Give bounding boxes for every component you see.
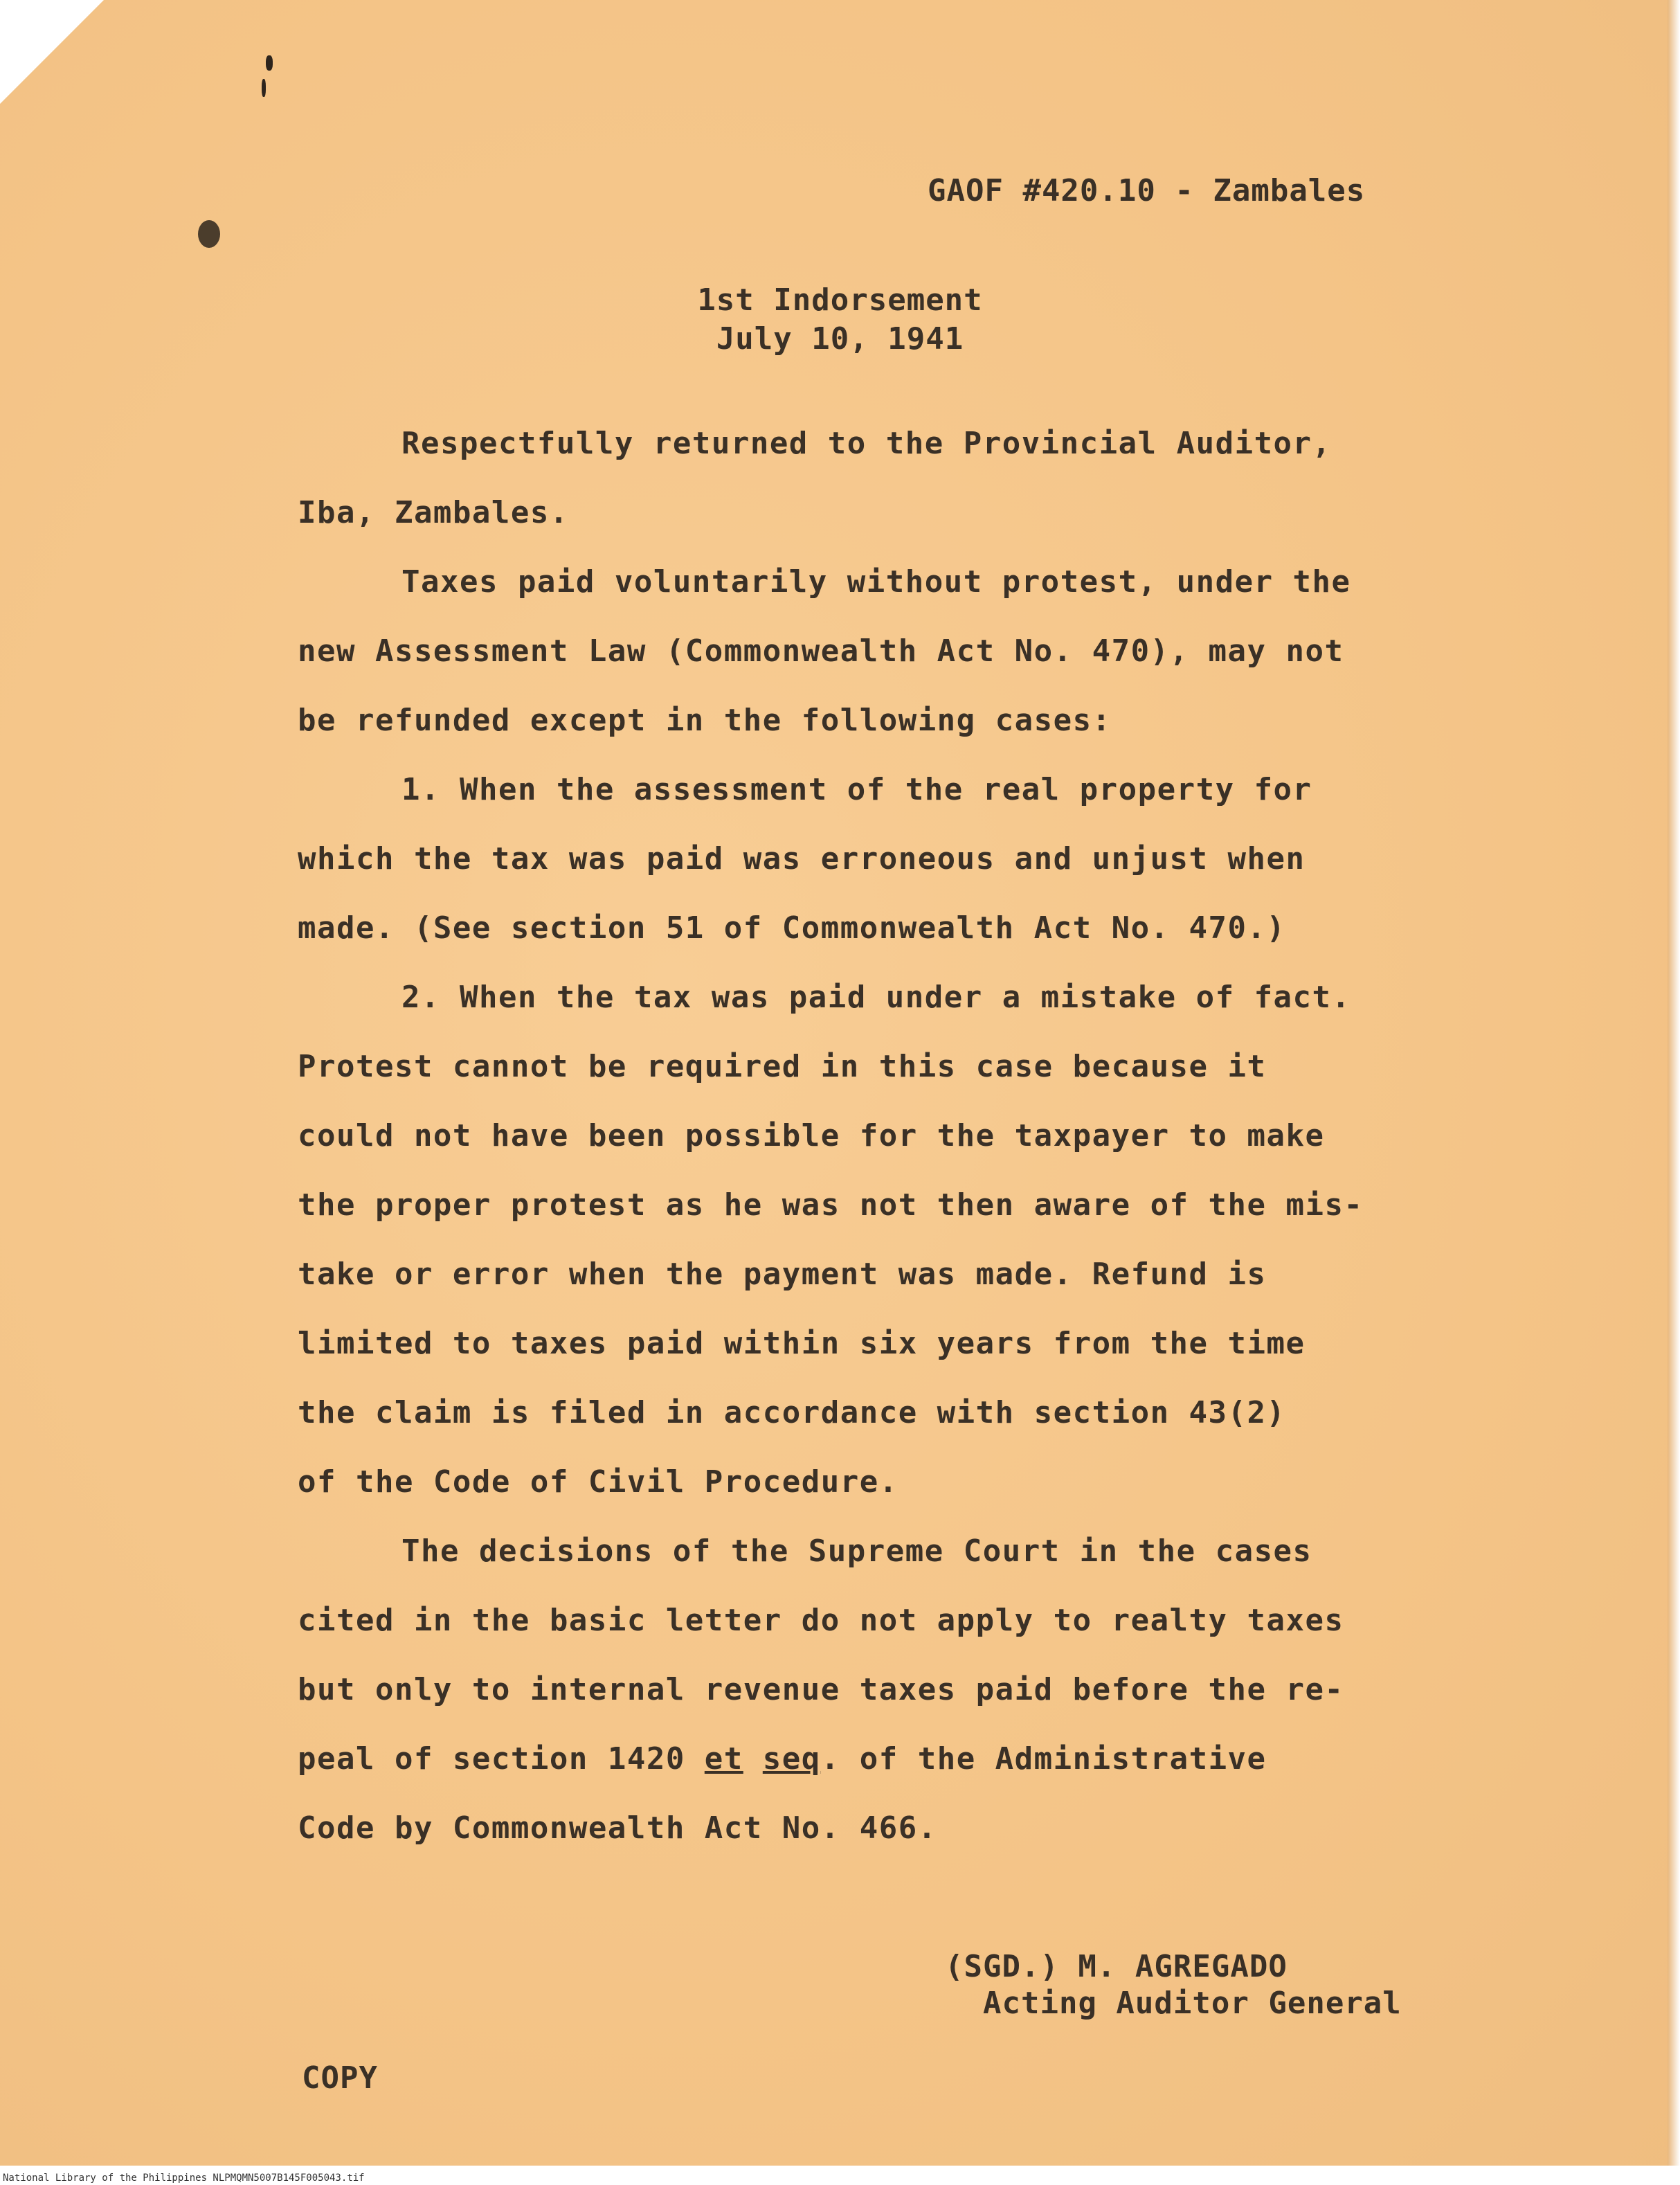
body-line: limited to taxes paid within six years from the time xyxy=(298,1326,1306,1361)
scan-caption: National Library of the Philippines NLPMQMN5007B145F005043.tif xyxy=(3,2173,365,2184)
body-text: peal of section 1420 xyxy=(298,1741,705,1777)
signature-name: (SGD.) M. AGREGADO xyxy=(945,1949,1288,1984)
body-line: 1. When the assessment of the real property for xyxy=(401,772,1312,807)
body-line: Respectfully returned to the Provincial Auditor, xyxy=(401,426,1332,461)
body-line: cited in the basic letter do not apply to realty taxes xyxy=(298,1603,1344,1638)
ink-blot xyxy=(198,220,220,248)
document-date: July 10, 1941 xyxy=(716,321,964,357)
body-line: made. (See section 51 of Commonwealth Act No. 470.) xyxy=(298,910,1286,946)
body-line: Protest cannot be required in this case because it xyxy=(298,1049,1267,1084)
body-line: be refunded except in the following cases: xyxy=(298,703,1112,738)
body-line: take or error when the payment was made. Refund is xyxy=(298,1257,1267,1292)
signature-title: Acting Auditor General xyxy=(983,1986,1402,2021)
underlined-latin-term: seq xyxy=(762,1741,821,1777)
body-line: Code by Commonwealth Act No. 466. xyxy=(298,1810,937,1846)
body-line: new Assessment Law (Commonwealth Act No. 470), may not xyxy=(298,633,1344,669)
ink-speck xyxy=(266,55,273,71)
underlined-latin-term: et xyxy=(704,1741,743,1777)
torn-corner xyxy=(0,0,104,104)
file-reference: GAOF #420.10 - Zambales xyxy=(928,173,1366,208)
document-title: 1st Indorsement xyxy=(697,282,983,318)
body-line xyxy=(298,1741,1267,1777)
ink-speck xyxy=(262,79,266,97)
body-line: Iba, Zambales. xyxy=(298,495,569,530)
body-text: . of the Administrative xyxy=(820,1741,1267,1777)
body-line: the proper protest as he was not then aware of the mis- xyxy=(298,1187,1364,1223)
body-line: Taxes paid voluntarily without protest, under the xyxy=(401,564,1351,600)
body-text xyxy=(743,1741,763,1777)
body-line: 2. When the tax was paid under a mistake of fact. xyxy=(401,980,1351,1015)
scan-footer xyxy=(0,2166,1680,2185)
body-line: The decisions of the Supreme Court in the cases xyxy=(401,1534,1312,1569)
body-line: of the Code of Civil Procedure. xyxy=(298,1464,898,1500)
body-line: the claim is filed in accordance with section 43(2) xyxy=(298,1395,1286,1430)
body-line: but only to internal revenue taxes paid before the re- xyxy=(298,1672,1344,1707)
copy-mark: COPY xyxy=(302,2060,378,2096)
body-line: which the tax was paid was erroneous and unjust when xyxy=(298,841,1306,876)
body-line: could not have been possible for the taxpayer to make xyxy=(298,1118,1325,1153)
